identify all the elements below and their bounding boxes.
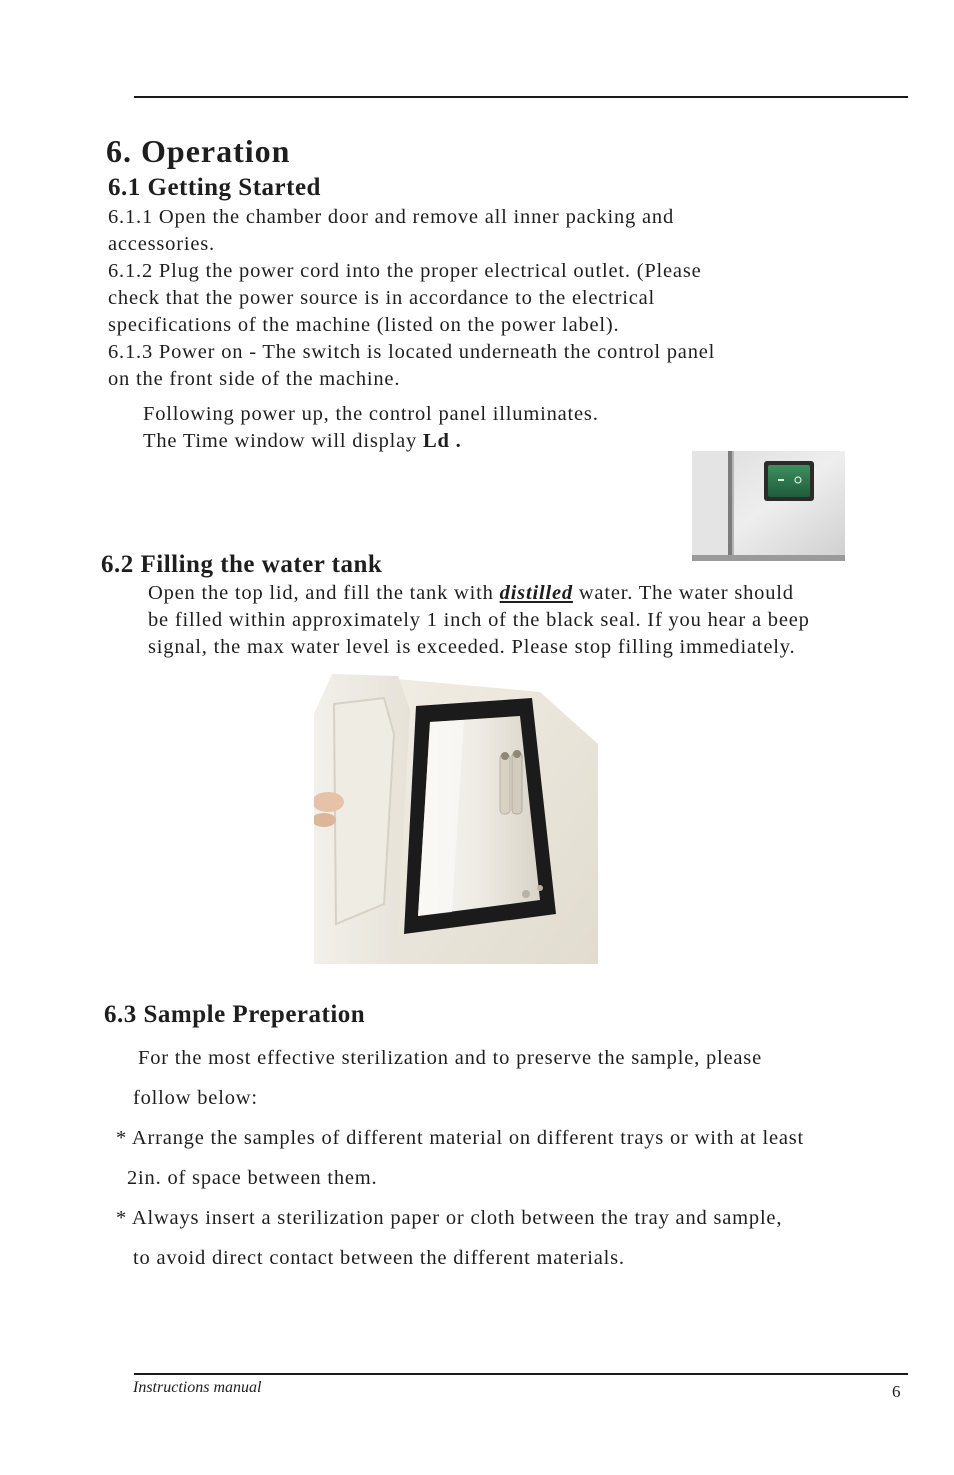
s61-line-1: 6.1.1 Open the chamber door and remove all inner packing and	[108, 206, 675, 228]
subsection-title-getting-started: 6.1 Getting Started	[108, 174, 321, 201]
section-title: 6. Operation	[106, 133, 291, 169]
s62-line-1	[148, 580, 794, 607]
power-switch-photo	[692, 451, 845, 561]
s61-line-2: accessories.	[108, 233, 215, 255]
powerup-note-2-text: The Time window will display	[143, 430, 424, 452]
powerup-note-1: Following power up, the control panel illuminates.	[143, 403, 599, 425]
s61-line-3: 6.1.2 Plug the power cord into the proper electrical outlet. (Please	[108, 260, 702, 282]
distilled-emphasis: distilled	[499, 582, 573, 604]
top-rule	[134, 96, 908, 98]
s61-line-7: on the front side of the machine.	[108, 368, 401, 390]
ld-display-code: Ld .	[423, 430, 462, 452]
page-number: 6	[892, 1382, 901, 1401]
powerup-note-2	[143, 428, 462, 455]
s63-bullet-2-cont: to avoid direct contact between the different materials.	[133, 1247, 625, 1269]
s62-line-2: be filled within approximately 1 inch of the black seal. If you hear a beep	[148, 609, 810, 631]
footer-manual-label: Instructions manual	[133, 1379, 262, 1396]
water-tank-photo	[314, 674, 598, 964]
s62-line-3: signal, the max water level is exceeded. Please stop filling immediately.	[148, 636, 796, 658]
s62-line-1-prefix: Open the top lid, and fill the tank with	[148, 582, 500, 604]
s63-bullet-1-cont: 2in. of space between them.	[127, 1167, 378, 1189]
s63-bullet-1: * Arrange the samples of different material on different trays or with at least	[116, 1127, 805, 1149]
s61-line-5: specifications of the machine (listed on the power label).	[108, 314, 620, 336]
s63-line-1: For the most effective sterilization and to preserve the sample, please	[138, 1047, 762, 1069]
footer-rule	[134, 1373, 908, 1375]
s63-bullet-2: * Always insert a sterilization paper or cloth between the tray and sample,	[116, 1207, 783, 1229]
subsection-title-filling-water-tank: 6.2 Filling the water tank	[101, 551, 383, 578]
s61-line-6: 6.1.3 Power on - The switch is located underneath the control panel	[108, 341, 716, 363]
s63-line-2: follow below:	[133, 1087, 258, 1109]
s61-line-4: check that the power source is in accordance to the electrical	[108, 287, 656, 309]
s62-line-1-suffix: water. The water should	[572, 582, 794, 604]
subsection-title-sample-preparation: 6.3 Sample Preperation	[104, 1001, 366, 1028]
